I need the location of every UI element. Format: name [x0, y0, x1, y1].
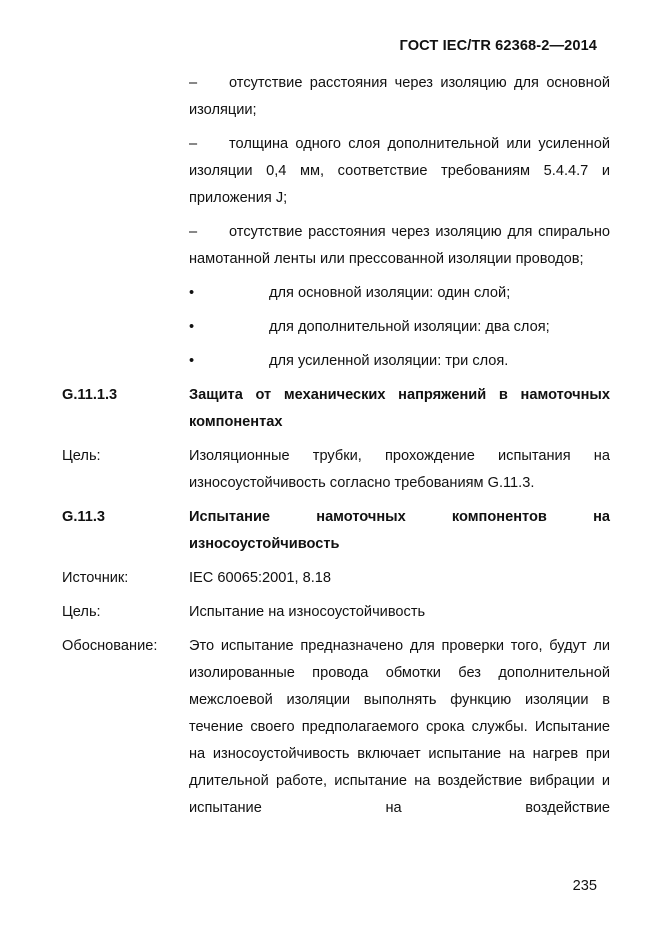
bullet-item-text: для усиленной изоляции: три слоя.	[269, 353, 509, 369]
section-label: G.11.3	[62, 509, 106, 525]
section-label: Цель:	[62, 604, 101, 620]
section-text: Это испытание предназначено для проверки того, будут ли изолированные провода обмотки без дополнительной межслоевой изоляции выполнять функцию изоляции в течение своего предполагаемого срока службы. Испытание на износоустойчивость включает испытание на нагрев при длительной работе, испытание на воздействие вибрации и испытание на воздействие	[189, 638, 610, 816]
bullet-marker: •	[189, 353, 195, 369]
bullet-item-text: для дополнительной изоляции: два слоя;	[269, 319, 550, 335]
dash-item	[189, 219, 610, 273]
section-text: IEC 60065:2001, 8.18	[189, 570, 331, 586]
dash-item-text: толщина одного слоя дополнительной или усиленной изоляции 0,4 мм, соответствие требованиям 5.4.4.7 и приложения J;	[189, 136, 610, 206]
section-row-g-11-3	[62, 504, 610, 558]
section-row-purpose-2	[62, 599, 610, 626]
bullet-item	[189, 348, 610, 375]
section-heading: Защита от механических напряжений в намоточных компонентах	[189, 387, 610, 430]
bullet-item	[189, 314, 610, 341]
dash-marker: –	[189, 75, 198, 91]
dash-marker: –	[189, 224, 198, 240]
section-text: Изоляционные трубки, прохождение испытания на износоустойчивость согласно требованиям G.11.3.	[189, 448, 610, 491]
section-row-g-11-1-3	[62, 382, 610, 436]
dash-item-text: отсутствие расстояния через изоляцию для спирально намотанной ленты или прессованной изоляции проводов;	[189, 224, 610, 267]
section-row-source	[62, 565, 610, 592]
dash-item	[189, 70, 610, 124]
section-label: Обоснование:	[62, 638, 158, 654]
bullet-marker: •	[189, 319, 195, 335]
page-header-standard: ГОСТ IEC/TR 62368-2—2014	[399, 38, 597, 54]
bullet-marker: •	[189, 285, 195, 301]
dash-item-text: отсутствие расстояния через изоляцию для основной изоляции;	[189, 75, 610, 118]
section-row-rationale	[62, 633, 610, 822]
bullet-item-text: для основной изоляции: один слой;	[269, 285, 511, 301]
section-label: G.11.1.3	[62, 387, 118, 403]
section-text: Испытание на износоустойчивость	[189, 604, 426, 620]
document-body	[62, 70, 610, 829]
dash-item	[189, 131, 610, 212]
page-number: 235	[572, 878, 597, 894]
bullet-item	[189, 280, 610, 307]
section-row-purpose	[62, 443, 610, 497]
section-label: Источник:	[62, 570, 129, 586]
section-label: Цель:	[62, 448, 101, 464]
dash-marker: –	[189, 136, 198, 152]
section-heading: Испытание намоточных компонентов на износоустойчивость	[189, 509, 610, 552]
